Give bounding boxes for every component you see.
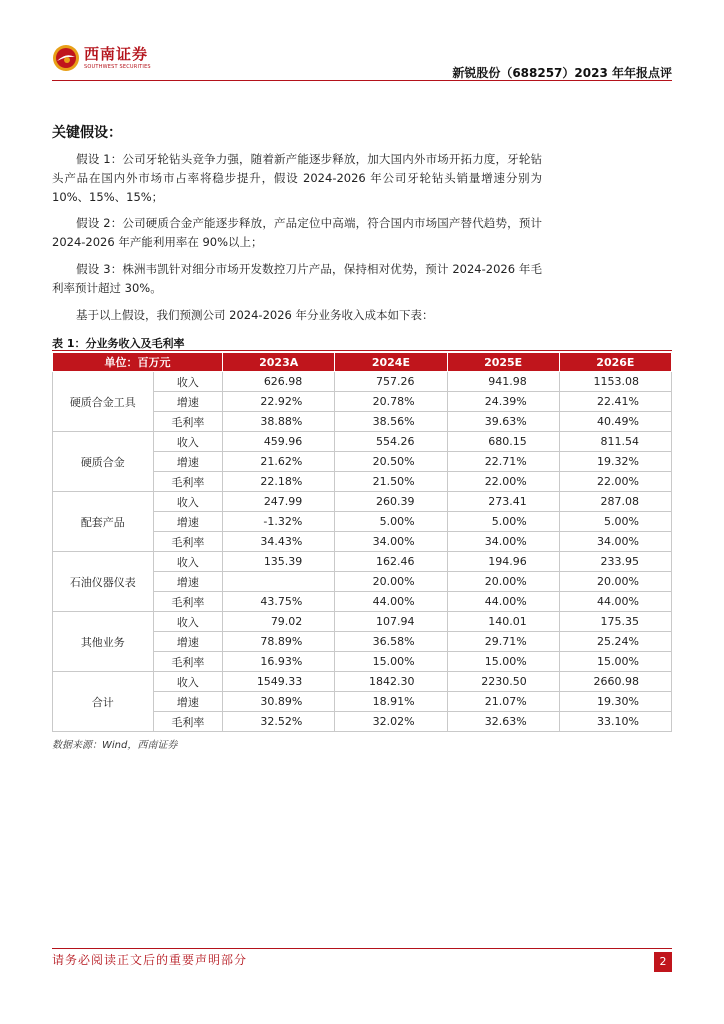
value-cell: 287.08 bbox=[559, 492, 671, 512]
value-cell: 260.39 bbox=[335, 492, 447, 512]
value-cell: 5.00% bbox=[447, 512, 559, 532]
table-top-divider bbox=[52, 350, 672, 351]
value-cell: 5.00% bbox=[335, 512, 447, 532]
data-source-note: 数据来源：Wind，西南证券 bbox=[52, 740, 178, 751]
value-cell: 5.00% bbox=[559, 512, 671, 532]
metric-label-cell: 收入 bbox=[153, 432, 222, 452]
value-cell: 33.10% bbox=[559, 712, 671, 732]
metric-label-cell: 收入 bbox=[153, 492, 222, 512]
value-cell: 22.92% bbox=[223, 392, 335, 412]
value-cell: 32.52% bbox=[223, 712, 335, 732]
value-cell: 32.02% bbox=[335, 712, 447, 732]
value-cell: 34.00% bbox=[447, 532, 559, 552]
metric-label-cell: 增速 bbox=[153, 512, 222, 532]
table-row bbox=[53, 492, 672, 512]
metric-label-cell: 收入 bbox=[153, 372, 222, 392]
value-cell: 175.35 bbox=[559, 612, 671, 632]
value-cell: 757.26 bbox=[335, 372, 447, 392]
value-cell: 22.71% bbox=[447, 452, 559, 472]
value-cell: 1549.33 bbox=[223, 672, 335, 692]
value-cell: 44.00% bbox=[335, 592, 447, 612]
table-row bbox=[53, 612, 672, 632]
value-cell: 20.78% bbox=[335, 392, 447, 412]
page-number: 2 bbox=[654, 952, 672, 972]
table-body bbox=[53, 372, 672, 732]
footer-divider bbox=[52, 948, 672, 949]
value-cell: 15.00% bbox=[335, 652, 447, 672]
value-cell: 135.39 bbox=[223, 552, 335, 572]
segment-name-cell: 配套产品 bbox=[53, 492, 154, 552]
table-row bbox=[53, 372, 672, 392]
forecast-intro-paragraph: 基于以上假设，我们预测公司 2024-2026 年分业务收入成本如下表： bbox=[76, 308, 434, 322]
value-cell: 19.30% bbox=[559, 692, 671, 712]
company-logo bbox=[52, 44, 151, 72]
value-cell: 15.00% bbox=[447, 652, 559, 672]
metric-label-cell: 增速 bbox=[153, 572, 222, 592]
value-cell: 15.00% bbox=[559, 652, 671, 672]
value-cell: 18.91% bbox=[335, 692, 447, 712]
value-cell: 811.54 bbox=[559, 432, 671, 452]
value-cell: 20.00% bbox=[447, 572, 559, 592]
report-title: 新锐股份（688257）2023 年年报点评 bbox=[452, 66, 672, 80]
metric-label-cell: 增速 bbox=[153, 452, 222, 472]
value-cell: 40.49% bbox=[559, 412, 671, 432]
value-cell: 34.00% bbox=[559, 532, 671, 552]
value-cell: 21.07% bbox=[447, 692, 559, 712]
value-cell: 233.95 bbox=[559, 552, 671, 572]
value-cell: 20.50% bbox=[335, 452, 447, 472]
value-cell: 162.46 bbox=[335, 552, 447, 572]
metric-label-cell: 收入 bbox=[153, 552, 222, 572]
value-cell: 21.62% bbox=[223, 452, 335, 472]
value-cell: 21.50% bbox=[335, 472, 447, 492]
value-cell: 273.41 bbox=[447, 492, 559, 512]
value-cell: 22.00% bbox=[447, 472, 559, 492]
value-cell: 20.00% bbox=[559, 572, 671, 592]
value-cell: 194.96 bbox=[447, 552, 559, 572]
value-cell: 43.75% bbox=[223, 592, 335, 612]
metric-label-cell: 增速 bbox=[153, 632, 222, 652]
value-cell: 2230.50 bbox=[447, 672, 559, 692]
metric-label-cell: 毛利率 bbox=[153, 652, 222, 672]
value-cell: 34.43% bbox=[223, 532, 335, 552]
value-cell: 680.15 bbox=[447, 432, 559, 452]
disclaimer-notice: 请务必阅读正文后的重要声明部分 bbox=[52, 953, 248, 967]
value-cell: 22.00% bbox=[559, 472, 671, 492]
table-row bbox=[53, 672, 672, 692]
value-cell: 2660.98 bbox=[559, 672, 671, 692]
value-cell: 32.63% bbox=[447, 712, 559, 732]
metric-label-cell: 收入 bbox=[153, 612, 222, 632]
value-cell: 79.02 bbox=[223, 612, 335, 632]
metric-label-cell: 毛利率 bbox=[153, 472, 222, 492]
value-cell: 38.56% bbox=[335, 412, 447, 432]
table-row bbox=[53, 432, 672, 452]
table-title: 表 1：分业务收入及毛利率 bbox=[52, 337, 185, 350]
year-header: 2026E bbox=[559, 353, 671, 372]
segment-name-cell: 合计 bbox=[53, 672, 154, 732]
value-cell: 459.96 bbox=[223, 432, 335, 452]
value-cell: 554.26 bbox=[335, 432, 447, 452]
value-cell: 44.00% bbox=[559, 592, 671, 612]
value-cell: 34.00% bbox=[335, 532, 447, 552]
value-cell: 20.00% bbox=[335, 572, 447, 592]
value-cell: 626.98 bbox=[223, 372, 335, 392]
value-cell: 16.93% bbox=[223, 652, 335, 672]
segment-name-cell: 硬质合金工具 bbox=[53, 372, 154, 432]
metric-label-cell: 增速 bbox=[153, 692, 222, 712]
value-cell bbox=[223, 572, 335, 592]
value-cell: 24.39% bbox=[447, 392, 559, 412]
unit-header: 单位：百万元 bbox=[53, 353, 223, 372]
value-cell: 941.98 bbox=[447, 372, 559, 392]
logo-english-text: SOUTHWEST SECURITIES bbox=[84, 63, 151, 70]
year-header: 2023A bbox=[223, 353, 335, 372]
header-divider bbox=[52, 80, 672, 81]
metric-label-cell: 收入 bbox=[153, 672, 222, 692]
value-cell: 36.58% bbox=[335, 632, 447, 652]
segment-name-cell: 石油仪器仪表 bbox=[53, 552, 154, 612]
value-cell: 22.18% bbox=[223, 472, 335, 492]
metric-label-cell: 毛利率 bbox=[153, 712, 222, 732]
segment-name-cell: 其他业务 bbox=[53, 612, 154, 672]
metric-label-cell: 毛利率 bbox=[153, 412, 222, 432]
section-title: 关键假设： bbox=[52, 125, 122, 141]
southwest-securities-logo-icon bbox=[52, 44, 80, 72]
value-cell: 30.89% bbox=[223, 692, 335, 712]
value-cell: 140.01 bbox=[447, 612, 559, 632]
value-cell: 44.00% bbox=[447, 592, 559, 612]
value-cell: -1.32% bbox=[223, 512, 335, 532]
year-header: 2025E bbox=[447, 353, 559, 372]
value-cell: 1153.08 bbox=[559, 372, 671, 392]
value-cell: 78.89% bbox=[223, 632, 335, 652]
segment-name-cell: 硬质合金 bbox=[53, 432, 154, 492]
assumption-2-paragraph: 假设 2：公司硬质合金产能逐步释放，产品定位中高端，符合国内市场国产替代趋势，预计 2024-2026 年产能利用率在 90%以上； bbox=[52, 216, 542, 249]
value-cell: 247.99 bbox=[223, 492, 335, 512]
metric-label-cell: 增速 bbox=[153, 392, 222, 412]
value-cell: 1842.30 bbox=[335, 672, 447, 692]
table-row bbox=[53, 552, 672, 572]
metric-label-cell: 毛利率 bbox=[153, 532, 222, 552]
value-cell: 19.32% bbox=[559, 452, 671, 472]
value-cell: 107.94 bbox=[335, 612, 447, 632]
value-cell: 29.71% bbox=[447, 632, 559, 652]
assumption-3-paragraph: 假设 3：株洲韦凯针对细分市场开发数控刀片产品，保持相对优势，预计 2024-2026 年毛利率预计超过 30%。 bbox=[52, 262, 542, 295]
logo-chinese-text: 西南证券 bbox=[84, 44, 149, 63]
value-cell: 39.63% bbox=[447, 412, 559, 432]
table-header-row bbox=[53, 353, 672, 372]
metric-label-cell: 毛利率 bbox=[153, 592, 222, 612]
value-cell: 38.88% bbox=[223, 412, 335, 432]
segment-revenue-table bbox=[52, 352, 672, 732]
assumption-1-paragraph: 假设 1：公司牙轮钻头竞争力强，随着新产能逐步释放，加大国内外市场开拓力度，牙轮钻头产品在国内外市场市占率将稳步提升，假设 2024-2026 年公司牙轮钻头销量增速分别为 10%、15%、15%； bbox=[52, 152, 542, 204]
value-cell: 25.24% bbox=[559, 632, 671, 652]
value-cell: 22.41% bbox=[559, 392, 671, 412]
year-header: 2024E bbox=[335, 353, 447, 372]
